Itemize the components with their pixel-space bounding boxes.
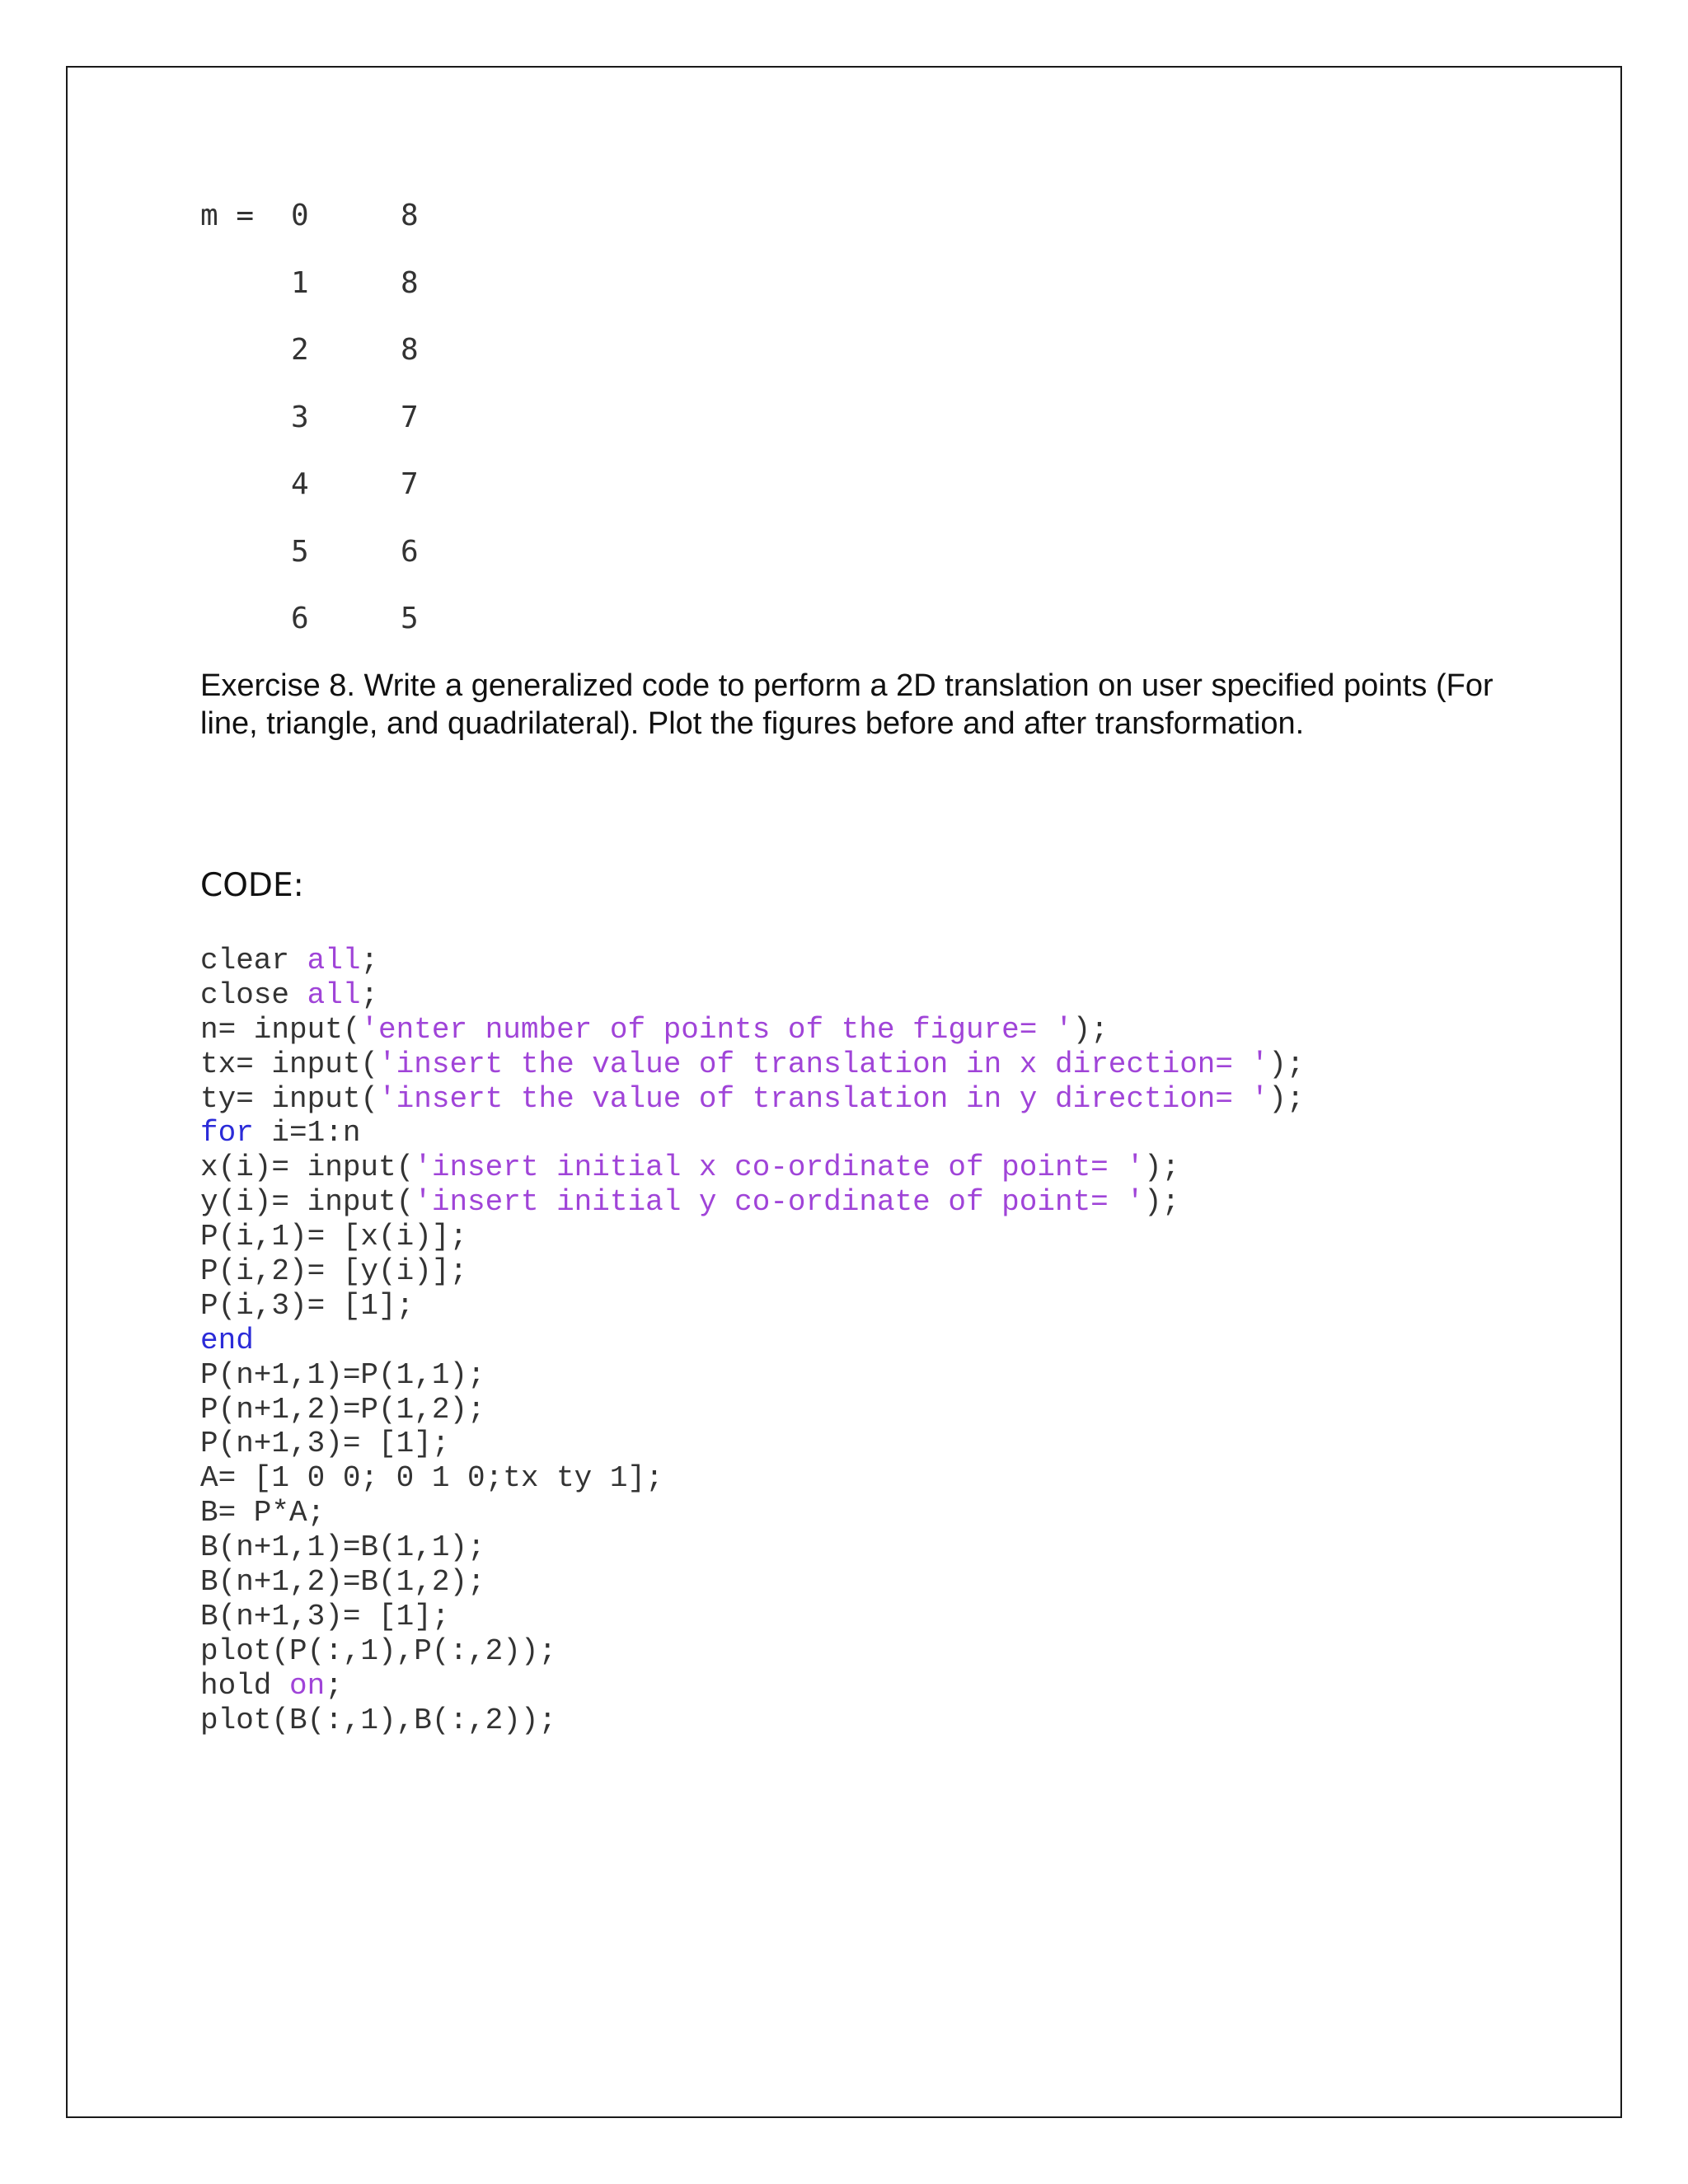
code-line	[200, 978, 1304, 1013]
code-token-normal: ;	[360, 977, 379, 1012]
code-token-string: 'insert the value of translation in x direction= '	[378, 1047, 1269, 1081]
code-token-normal: B(n+1,2)=B(1,2);	[200, 1565, 485, 1600]
code-token-normal: x(i)= input(	[200, 1151, 415, 1185]
code-token-normal: hold	[200, 1668, 290, 1703]
code-token-string: 'insert the value of translation in y direction= '	[378, 1081, 1269, 1116]
matrix-cell: 1	[291, 265, 309, 300]
code-token-normal: A= [1 0 0; 0 1 0;tx ty 1];	[200, 1461, 663, 1496]
code-token-normal: ;	[325, 1668, 343, 1703]
code-line	[200, 1116, 1304, 1151]
code-line	[200, 1047, 1304, 1082]
code-heading: CODE:	[200, 867, 304, 904]
matrix-cell: 4	[291, 467, 309, 501]
code-token-normal: P(i,2)= [y(i)];	[200, 1254, 468, 1289]
matrix-cell: 8	[401, 333, 419, 367]
code-token-keyword: for	[200, 1116, 254, 1151]
code-token-string: all	[307, 944, 361, 977]
code-line	[200, 1254, 1304, 1289]
code-token-normal: ;	[360, 944, 379, 977]
matrix-cell: 5	[291, 534, 309, 569]
matrix-cell: 0	[291, 199, 309, 232]
matrix-cell: 6	[291, 602, 309, 635]
code-token-normal: P(i,3)= [1];	[200, 1288, 415, 1323]
code-line	[200, 1461, 1304, 1496]
code-line	[200, 1704, 1304, 1738]
code-line	[200, 1358, 1304, 1393]
code-line	[200, 1496, 1304, 1530]
code-line	[200, 1185, 1304, 1220]
code-token-normal: B= P*A;	[200, 1496, 326, 1530]
code-token-normal: B(n+1,1)=B(1,1);	[200, 1530, 485, 1565]
code-block	[200, 944, 1304, 1737]
code-token-normal: );	[1268, 1047, 1305, 1081]
code-token-normal: plot(P(:,1),P(:,2));	[200, 1633, 557, 1668]
code-token-normal: P(n+1,2)=P(1,2);	[200, 1392, 485, 1427]
code-line	[200, 1600, 1304, 1634]
code-token-string: all	[307, 977, 361, 1012]
code-line	[200, 1565, 1304, 1600]
matrix-cell: 7	[401, 400, 419, 434]
code-token-normal: clear	[200, 944, 307, 977]
code-token-keyword: end	[200, 1323, 254, 1357]
code-line	[200, 1393, 1304, 1427]
code-token-normal: plot(B(:,1),B(:,2));	[200, 1703, 557, 1737]
code-line	[200, 1634, 1304, 1669]
matrix-cell: 6	[401, 534, 419, 569]
code-token-string: 'insert initial y co-ordinate of point= '	[414, 1185, 1144, 1220]
matrix-cell: 5	[401, 602, 419, 635]
code-token-normal: n= input(	[200, 1012, 361, 1047]
code-token-normal: close	[200, 977, 307, 1012]
code-line	[200, 1013, 1304, 1047]
code-token-normal: B(n+1,3)= [1];	[200, 1599, 450, 1633]
code-token-string: 'enter number of points of the figure= '	[360, 1012, 1073, 1047]
code-token-normal: P(n+1,3)= [1];	[200, 1427, 450, 1461]
code-line	[200, 1530, 1304, 1565]
code-token-normal: tx= input(	[200, 1047, 379, 1081]
matrix-label: m =	[200, 199, 255, 232]
code-token-normal: );	[1144, 1151, 1180, 1185]
exercise-text: Exercise 8. Write a generalized code to perform a 2D translation on user specified points (For line, triangle, and quadrilateral). Plot the figures before and after transformation.	[200, 668, 1493, 741]
matrix-cell: 8	[401, 199, 419, 232]
code-token-normal: );	[1268, 1081, 1305, 1116]
code-line	[200, 1151, 1304, 1185]
code-token-normal: P(i,1)= [x(i)];	[200, 1220, 468, 1254]
code-token-normal: ty= input(	[200, 1081, 379, 1116]
code-line	[200, 1289, 1304, 1324]
code-line	[200, 1669, 1304, 1704]
code-token-normal: i=1:n	[253, 1116, 361, 1151]
code-token-normal: y(i)= input(	[200, 1185, 415, 1220]
matrix-cell: 8	[401, 265, 419, 300]
code-token-string: on	[289, 1668, 326, 1703]
code-line	[200, 944, 1304, 978]
code-line	[200, 1082, 1304, 1117]
code-token-string: 'insert initial x co-ordinate of point= '	[414, 1151, 1144, 1185]
matrix-cell: 7	[401, 467, 419, 501]
code-token-normal: P(n+1,1)=P(1,1);	[200, 1357, 485, 1392]
code-token-normal: );	[1144, 1185, 1180, 1220]
code-line	[200, 1324, 1304, 1358]
code-line	[200, 1220, 1304, 1254]
matrix-cell: 3	[291, 400, 309, 434]
code-line	[200, 1427, 1304, 1461]
matrix-cell: 2	[291, 333, 309, 367]
code-token-normal: );	[1072, 1012, 1109, 1047]
